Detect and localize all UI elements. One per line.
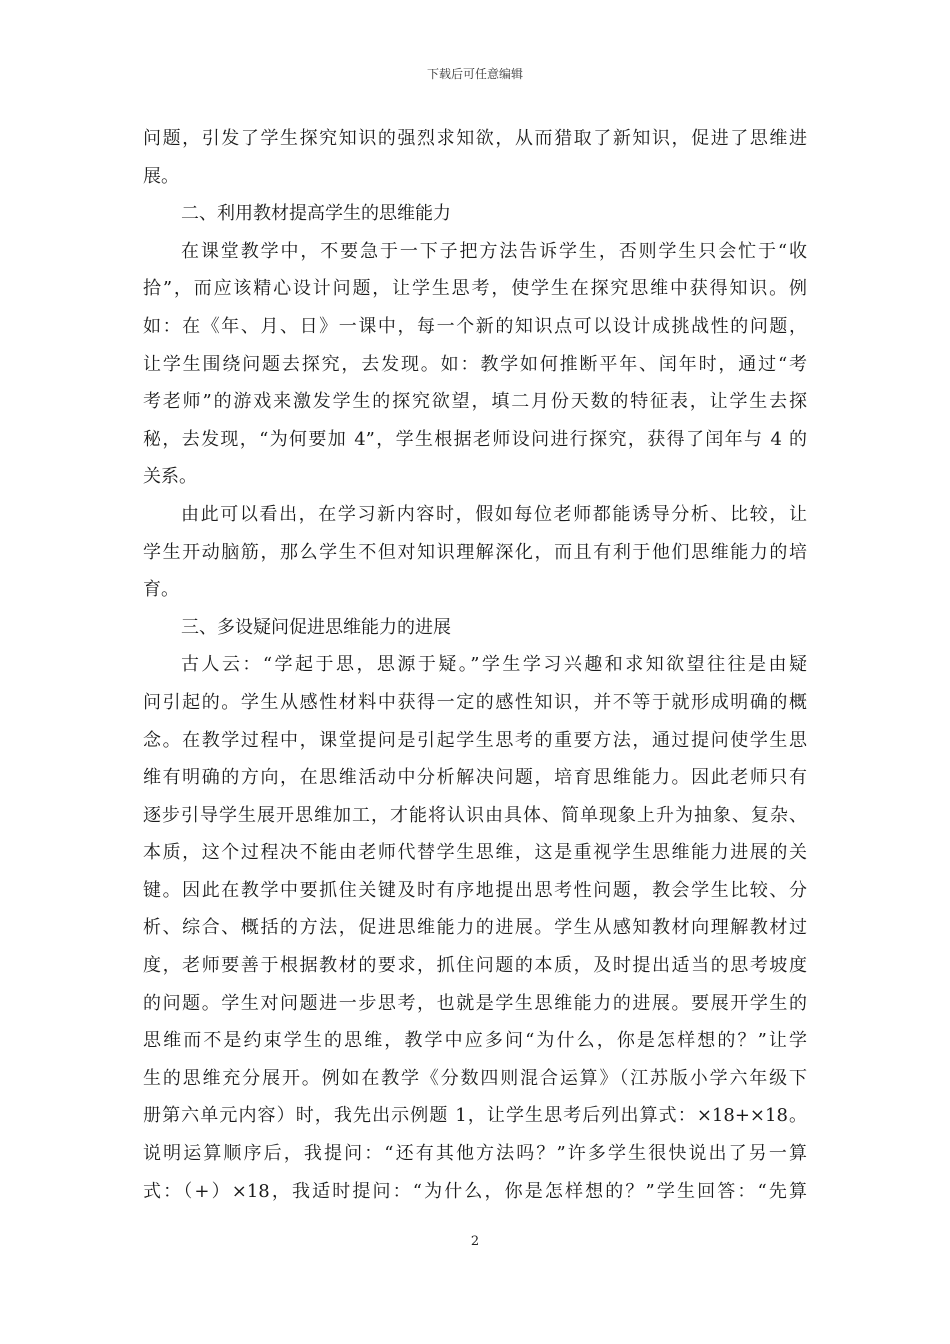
- text-line: 式：（+）×18，我适时提问：“为什么，你是怎样想的？”学生回答：“先算: [143, 1180, 807, 1202]
- text-line: 考老师”的游戏来激发学生的探究欲望，填二月份天数的特征表，让学生去探: [143, 391, 807, 413]
- text-line: 由此可以看出，在学习新内容时，假如每位老师都能诱导分析、比较，让: [181, 503, 807, 525]
- text-line: 古人云：“学起于思，思源于疑。”学生学习兴趣和求知欲望往往是由疑: [181, 654, 807, 676]
- text-line: 拾”，而应该精心设计问题，让学生思考，使学生在探究思维中获得知识。例: [143, 278, 807, 300]
- text-line: 册第六单元内容）时，我先出示例题 1，让学生思考后列出算式：×18+×18。: [143, 1105, 807, 1127]
- text-line: 育。: [143, 579, 179, 601]
- text-line: 如：在《年、月、日》一课中，每一个新的知识点可以设计成挑战性的问题，: [143, 315, 807, 337]
- text-line: 本质，这个过程决不能由老师代替学生思维，这是重视学生思维能力进展的关: [143, 842, 807, 864]
- text-line: 键。因此在教学中要抓住关键及时有序地提出思考性问题，教会学生比较、分: [143, 879, 807, 901]
- text-line: 维有明确的方向，在思维活动中分析解决问题，培育思维能力。因此老师只有: [143, 767, 807, 789]
- text-line: 展。: [143, 165, 179, 187]
- text-line: 在课堂教学中，不要急于一下子把方法告诉学生，否则学生只会忙于“收: [181, 240, 807, 262]
- text-line: 关系。: [143, 466, 197, 488]
- text-line: 说明运算顺序后，我提问：“还有其他方法吗？”许多学生很快说出了另一算: [143, 1143, 807, 1165]
- text-line: 生的思维充分展开。例如在教学《分数四则混合运算》（江苏版小学六年级下: [143, 1067, 807, 1089]
- section-heading: 三、多设疑问促进思维能力的进展: [181, 616, 451, 638]
- text-line: 逐步引导学生展开思维加工，才能将认识由具体、简单现象上升为抽象、复杂、: [143, 804, 807, 826]
- text-line: 让学生围绕问题去探究，去发现。如：教学如何推断平年、闰年时，通过“考: [143, 353, 807, 375]
- text-line: 问引起的。学生从感性材料中获得一定的感性知识，并不等于就形成明确的概: [143, 691, 807, 713]
- page-header: 下载后可任意编辑: [426, 67, 523, 81]
- text-line: 析、综合、概括的方法，促进思维能力的进展。学生从感知教材向理解教材过: [143, 917, 807, 939]
- section-heading: 二、利用教材提高学生的思维能力: [181, 203, 451, 225]
- text-line: 的问题。学生对问题进一步思考，也就是学生思维能力的进展。要展开学生的: [143, 992, 807, 1014]
- text-line: 学生开动脑筋，那么学生不但对知识理解深化，而且有利于他们思维能力的培: [143, 541, 807, 563]
- text-line: 秘，去发现，“为何要加 4”，学生根据老师设问进行探究，获得了闰年与 4 的: [143, 428, 807, 450]
- text-line: 念。在教学过程中，课堂提问是引起学生思考的重要方法，通过提问使学生思: [143, 729, 807, 751]
- page-number: 2: [470, 1234, 480, 1249]
- text-line: 思维而不是约束学生的思维，教学中应多问“为什么，你是怎样想的？”让学: [143, 1030, 807, 1052]
- document-body: [143, 120, 807, 1210]
- text-line: 问题，引发了学生探究知识的强烈求知欲，从而猎取了新知识，促进了思维进: [143, 128, 807, 149]
- text-line: 度，老师要善于根据教材的要求，抓住问题的本质，及时提出适当的思考坡度: [143, 955, 807, 977]
